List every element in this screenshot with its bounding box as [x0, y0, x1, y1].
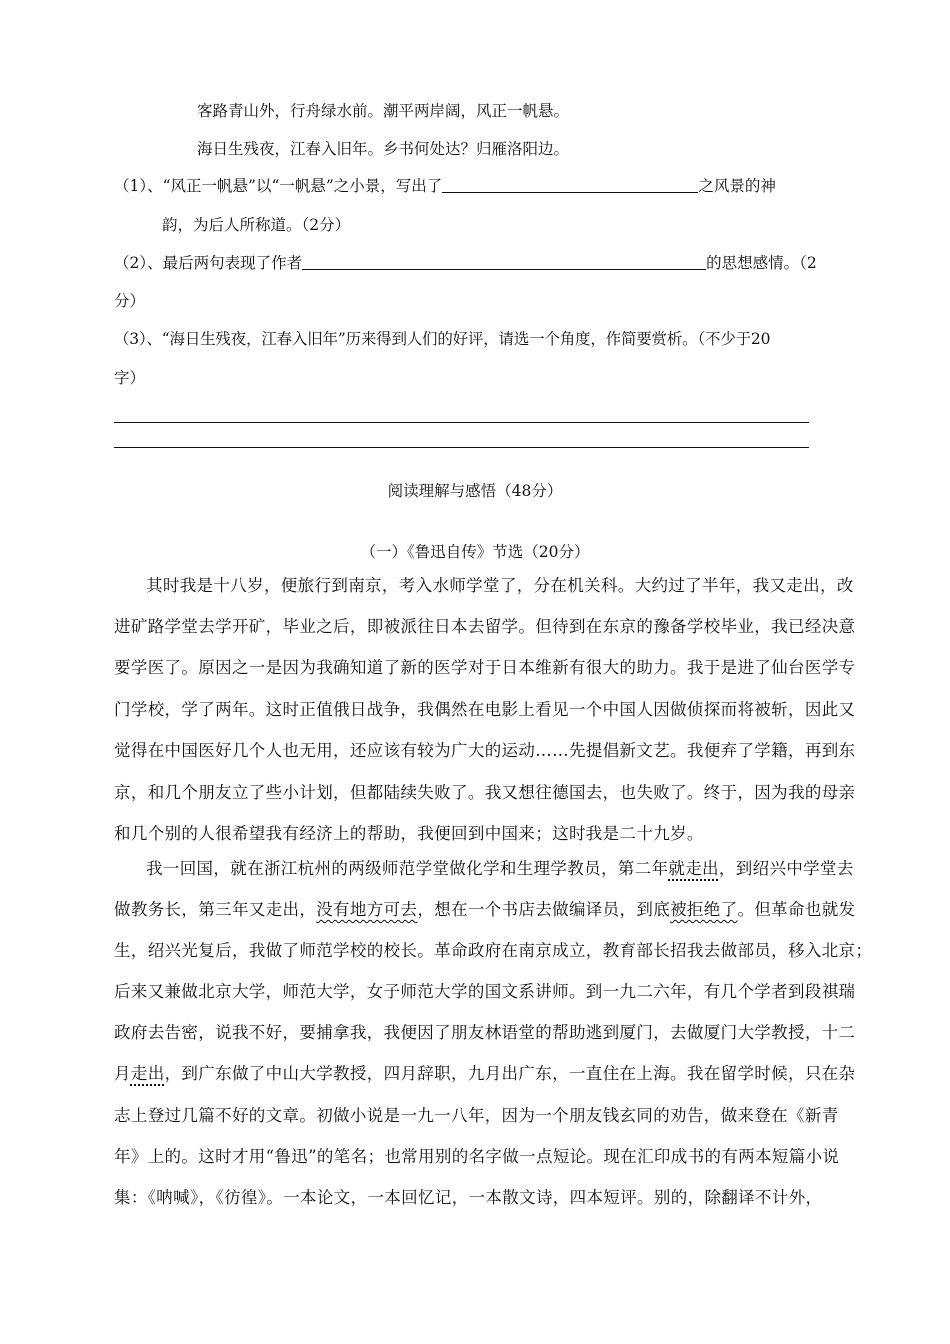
- question-3: （3）、“海日生残夜，江春入旧年”历来得到人们的好评，请选一个角度，作简要赏析。（不少于20: [114, 330, 771, 348]
- passage-line: 和几个别的人很希望我有经济上的帮助，我便回到中国来；这时我是二十九岁。: [114, 824, 704, 843]
- passage-line: 生，绍兴光复后，我做了师范学校的校长。革命政府在南京成立，教育部长招我去做部员，移入北京；: [114, 941, 873, 960]
- dotted-emphasis: 走出: [130, 1064, 165, 1083]
- passage-line: [146, 859, 854, 879]
- passage-line: 年》上的。这时才用“鲁迅”的笔名；也常用别的名字做一点短论。现在汇印成书的有两本短篇小说: [114, 1147, 840, 1166]
- passage-text: ，到广东做了中山大学教授，四月辞职，九月出广东，一直住在上海。我在留学时候，只在杂: [164, 1064, 856, 1083]
- question-2: [114, 253, 817, 273]
- passage-line: 进矿路学堂去学开矿，毕业之后，即被派往日本去留学。但待到在东京的豫备学校毕业，我已经决意: [114, 617, 856, 636]
- passage-text: ，想在一个书店去做编译员，到底: [417, 900, 671, 919]
- answer-line-1[interactable]: [114, 422, 809, 423]
- poem-line-2: 海日生残夜，江春入旧年。乡书何处达？归雁洛阳边。: [197, 140, 570, 158]
- poem-line-1: 客路青山外，行舟绿水前。潮平两岸阔，风正一帆悬。: [197, 102, 570, 120]
- question-1: [114, 176, 776, 196]
- passage-line: 觉得在中国医好几个人也无用，还应该有较为广大的运动……先提倡新文艺。我便弃了学籍，再到东: [114, 741, 856, 760]
- passage-line: 志上登过几篇不好的文章。初做小说是一九一八年，因为一个朋友钱玄同的劝告，做来登在《新青: [114, 1106, 839, 1125]
- subsection-title: （一）《鲁迅自传》节选（20分）: [360, 543, 590, 561]
- passage-line: [114, 900, 855, 920]
- passage-line: 京，和几个朋友立了些小计划，但都陆续失败了。我又想往德国去，也失败了。终于，因为我的母亲: [114, 783, 856, 802]
- question-3-continuation: 字）: [114, 369, 146, 387]
- passage-line: 要学医了。原因之一是因为我确知道了新的医学对于日本维新有很大的助力。我于是进了仙台医学专: [114, 658, 856, 677]
- question-2-text: （2）、最后两句表现了作者: [114, 254, 303, 272]
- passage-text: ，到绍兴中学堂去: [718, 859, 854, 878]
- answer-line-2[interactable]: [114, 447, 809, 448]
- passage-line: 政府去告密，说我不好，要捕拿我，我便因了朋友林语堂的帮助逃到厦门，去做厦门大学教授，十二: [114, 1023, 856, 1042]
- question-2-suffix: 的思想感情。（2: [706, 254, 817, 272]
- passage-line: 门学校，学了两年。这时正值俄日战争，我偶然在电影上看见一个中国人因做侦探而将被斩，因此又: [114, 700, 856, 719]
- question-2-continuation: 分）: [114, 292, 146, 310]
- passage-line: 集：《呐喊》，《彷徨》。一本论文，一本回忆记，一本散文诗，四本短评。别的，除翻译不计外，: [114, 1188, 823, 1207]
- passage-text: 。但革命也就发: [737, 900, 856, 919]
- question-1-continuation: 韵，为后人所称道。（2分）: [162, 216, 351, 234]
- answer-blank-1[interactable]: [442, 176, 698, 193]
- passage-text: 我一回国，就在浙江杭州的两级师范学堂做化学和生理学教员，第二年: [146, 859, 669, 878]
- section-title: 阅读理解与感悟（48分）: [387, 482, 563, 500]
- wavy-underline-phrase: 没有地方可去: [316, 900, 418, 919]
- dotted-emphasis: 就走出: [668, 859, 719, 878]
- question-1-text: （1）、“风正一帆悬”以“一帆悬”之小景，写出了: [114, 177, 443, 195]
- passage-line: 后来又兼做北京大学，师范大学，女子师范大学的国文系讲师。到一九二六年，有几个学者到段祺瑞: [114, 982, 856, 1001]
- passage-line: [114, 1064, 855, 1084]
- answer-blank-2[interactable]: [302, 253, 706, 270]
- passage-text: 月: [114, 1064, 131, 1083]
- question-1-suffix: 之风景的神: [698, 177, 776, 195]
- passage-line: 其时我是十八岁，便旅行到南京，考入水师学堂了，分在机关科。大约过了半年，我又走出，改: [146, 576, 854, 595]
- wavy-underline-phrase: 被拒绝了: [670, 900, 738, 919]
- passage-text: 做教务长，第三年又走出，: [114, 900, 317, 919]
